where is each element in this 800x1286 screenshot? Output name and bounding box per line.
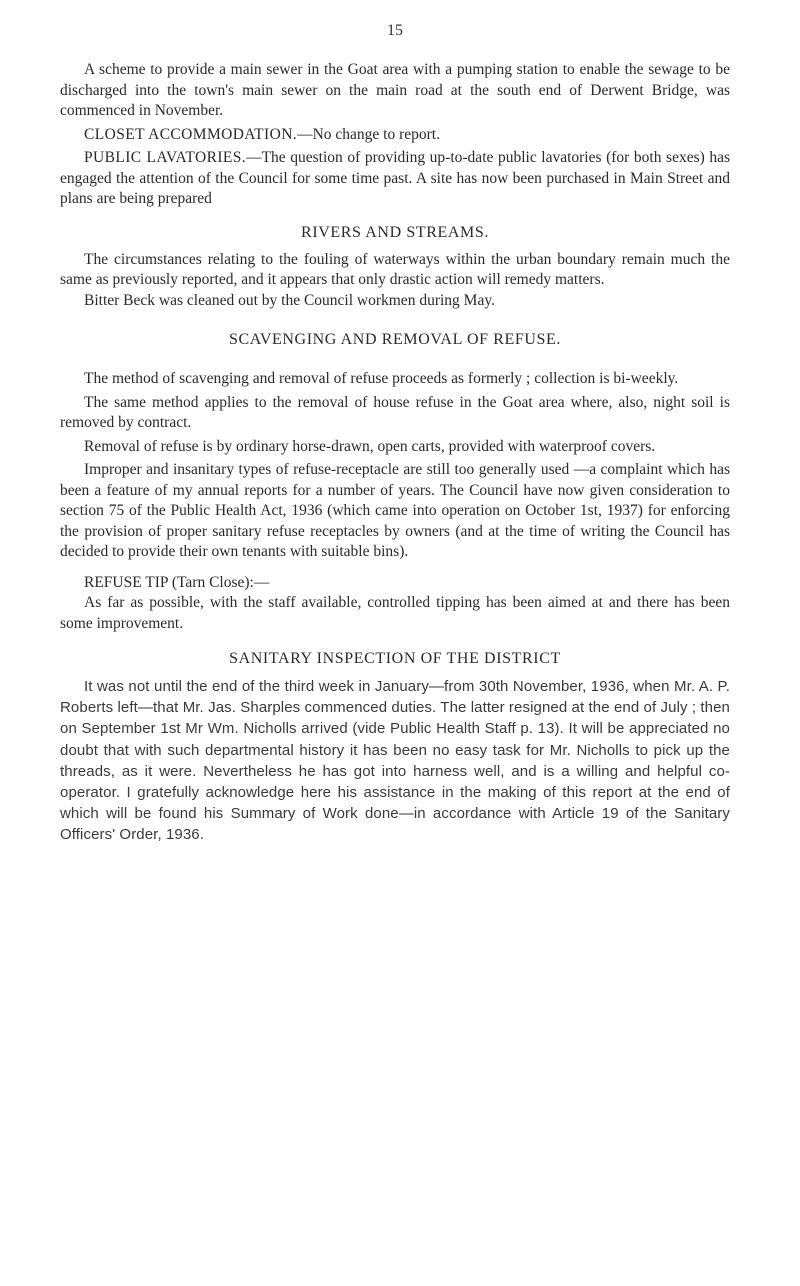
scavenging-paragraph-1: The method of scavenging and removal of refuse proceeds as formerly ; collection is bi-weekly.: [84, 370, 679, 387]
goat-sewer-paragraph: A scheme to provide a main sewer in the Goat area with a pumping station to enable the sewage to be discharged into the town's main sewer on the main road at the south end of Derwent Bridge, was commenced in November.: [60, 61, 730, 119]
public-lavatories-body: —The question of providing up-to-date public lavatories (for both sexes) has engaged the attention of the Council for some time past. A site has now been purchased in Main Street and plans are being prepared: [60, 149, 731, 207]
public-lavatories-paragraph: [60, 148, 730, 210]
refuse-tip-heading: REFUSE TIP (Tarn Close):—: [84, 573, 270, 591]
sanitary-inspection-heading: SANITARY INSPECTION OF THE DISTRICT: [229, 650, 561, 667]
scavenging-paragraph-3: Removal of refuse is by ordinary horse-drawn, open carts, provided with waterproof covers.: [84, 437, 656, 455]
document-page: [60, 22, 730, 846]
rivers-heading: RIVERS AND STREAMS.: [301, 223, 489, 241]
closet-accommodation-heading: CLOSET ACCOMMODATION.: [84, 125, 298, 143]
scavenging-paragraph-4: Improper and insanitary types of refuse-receptacle are still too generally used —a complaint which has been a feature of my annual reports for a number of years. The Council have now given consideration to section 75 of the Public Health Act, 1936 (which came into operation on October 1st, 1937) for enforcing the provision of proper sanitary refuse receptacles by owners (and at the time of writing the Council has decided to provide their own tenants with suitable bins).: [60, 461, 730, 560]
refuse-tip-paragraph: As far as possible, with the staff available, controlled tipping has been aimed at and there has been some improvement.: [60, 594, 730, 632]
scavenging-heading: SCAVENGING AND REMOVAL OF REFUSE.: [229, 331, 561, 348]
sanitary-inspection-paragraph: It was not until the end of the third week in January—from 30th November, 1936, when Mr. A. P. Roberts left—that Mr. Jas. Sharples commenced duties. The latter resigned at the end of July ; then on September 1st Mr Wm. Nicholls arrived (vide Public Health Staff p. 13). It will be appreciated no doubt that with such departmental history it has been no easy task for Mr. Nicholls to pick up the threads, as it were. Nevertheless he has got into harness well, and is a willing and helpful co-operator. I gratefully acknowledge here his assistance in the making of this report at the end of which will be found his Summary of Work done—in accordance with Article 19 of the Sanitary Officers' Order, 1936.: [60, 678, 730, 844]
scavenging-paragraph-2: The same method applies to the removal of house refuse in the Goat area where, also, night soil is removed by contract.: [60, 393, 730, 431]
public-lavatories-heading: PUBLIC LAVATORIES.: [84, 149, 247, 166]
closet-accommodation-paragraph: [60, 125, 730, 146]
rivers-paragraph-1: The circumstances relating to the fouling of waterways within the urban boundary remain much the same as previously reported, and it appears that only drastic action will remedy matters.: [60, 250, 730, 288]
closet-accommodation-body: —No change to report.: [297, 125, 440, 143]
rivers-paragraph-2: Bitter Beck was cleaned out by the Council workmen during May.: [84, 291, 495, 309]
page-number: 15: [387, 22, 403, 39]
